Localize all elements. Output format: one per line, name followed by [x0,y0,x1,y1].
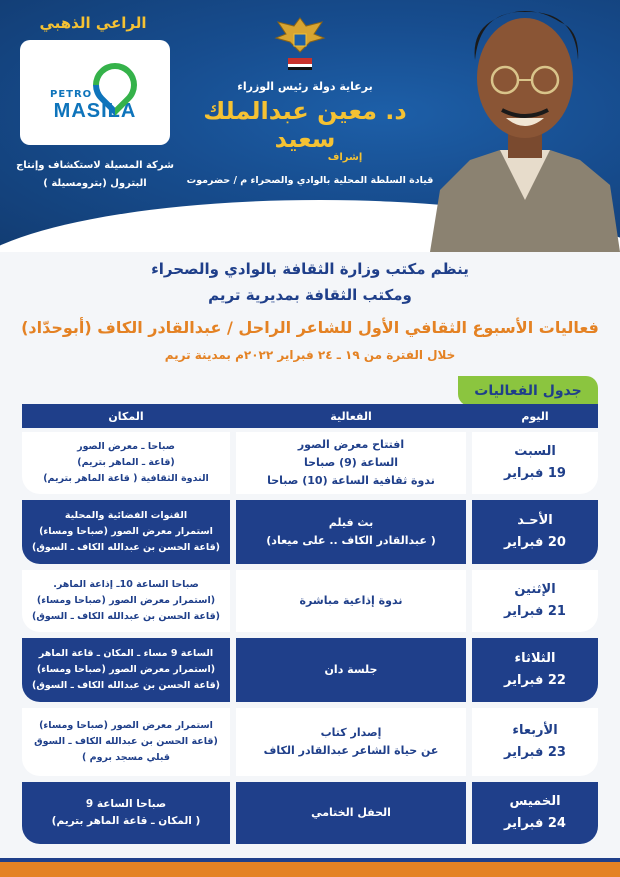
day-date: 24 فبراير [504,816,566,831]
place-cell-line: (قاعة الحسن بن عبدالله الكاف ـ السوق) [31,542,221,553]
place-cell-line: صباحا ـ معرض الصور [77,441,175,452]
activity-cell-line: جلسة دان [324,663,378,676]
day-name: الثلاثاء [514,651,556,666]
header-day: اليوم [521,409,549,423]
eagle-emblem-icon [270,12,330,72]
activity-cell-line: افتتاح معرض الصور [297,438,405,451]
activity-cell-line: الحفل الختامي [311,806,391,819]
supervision-label: إشراف [327,152,363,163]
petromasila-logo [20,40,170,145]
day-cell [472,432,598,494]
place-cell-line: (قاعة الحسن بن عبدالله الكاف ـ السوق) [31,680,221,691]
place-cell-line: ( المكان ـ قاعة الماهر بتريم) [51,815,201,827]
activity-cell [236,638,466,702]
place-cell-line: (استمرار معرض الصور (صباحا ومساء) [36,595,216,606]
supervision-text: قيادة السلطة المحلية بالوادي والصحراء م / حضرموت [186,175,434,186]
activity-cell-line: إصدار كتاب [320,726,382,739]
poet-portrait [430,0,620,252]
activity-cell-line: ندوة ثقافية الساعة (10) صباحا [267,474,435,487]
place-cell-line: (قاعة ـ الماهر بتريم) [77,457,175,468]
place-cell [22,708,230,776]
place-cell-line: صباحا الساعة 9 [85,798,167,810]
day-cell [472,782,598,844]
place-cell [22,570,230,632]
company-line-1: شركة المسيلة لاستكشاف وإنتاج [16,160,174,171]
activity-cell [236,432,466,494]
day-name: الخميس [509,794,561,809]
place-cell-line: استمرار معرض الصور (صباحا ومساء) [39,720,213,731]
activity-cell-line: الساعة (9) صباحا [303,456,399,469]
day-cell [472,500,598,564]
place-cell-line: استمرار معرض الصور (صباحا ومساء) [39,526,213,537]
logo-text-petro: PETRO [50,88,93,100]
place-cell-line: قبلي مسجد بروم ) [81,752,171,763]
activity-cell [236,708,466,776]
day-name: الأربعاء [512,723,558,738]
day-name: الأحـد [517,513,553,528]
activity-cell-line: عن حياة الشاعر عبدالقادر الكاف [263,744,439,757]
day-name: الإثنين [514,582,556,597]
activity-cell [236,782,466,844]
place-cell-line: (قاعة الحسن بن عبدالله الكاف ـ السوق [34,736,218,747]
organizer-line-2: ومكتب الثقافة بمديرية تريم [208,286,412,304]
day-cell [472,638,598,702]
day-date: 19 فبراير [504,466,566,481]
company-line-2: البترول (بترومسيلة ) [43,178,147,189]
place-cell-line: (قاعة الحسن بن عبدالله الكاف ـ السوق) [31,611,221,622]
header-place: المكان [108,409,144,423]
patronage-label: برعاية دولة رئيس الوزراء [237,80,373,93]
organizer-line-1: ينظم مكتب وزارة الثقافة بالوادي والصحراء [151,260,469,278]
event-title: فعاليات الأسبوع الثقافي الأول للشاعر الراحل / عبدالقادر الكاف (أبوحدّاد) [21,318,599,337]
activity-cell [236,500,466,564]
company-name [10,157,180,193]
footer-stripe-orange [0,862,620,877]
place-cell [22,782,230,844]
gold-sponsor-label: الراعي الذهبي [39,14,147,32]
place-cell-line: الساعة 9 مساء ـ المكان ـ قاعة الماهر [38,648,214,659]
place-cell [22,432,230,494]
place-cell-line: القنوات الفضائية والمحلية [64,510,188,521]
place-cell [22,638,230,702]
place-cell-line: الندوة الثقافية ( قاعة الماهر بتريم) [43,473,209,484]
organizer-text [120,256,500,308]
day-date: 23 فبراير [504,745,566,760]
activity-cell-line: ( عبدالقادر الكاف .. على ميعاد) [266,534,436,547]
day-cell [472,570,598,632]
day-cell [472,708,598,776]
place-cell-line: (استمرار معرض الصور (صباحا ومساء) [36,664,216,675]
activity-cell-line: بث فيلم [328,516,374,529]
place-cell [22,500,230,564]
day-date: 21 فبراير [504,604,566,619]
logo-text-masila: MASILA [53,99,137,122]
day-date: 22 فبراير [504,673,566,688]
header-activity: الفعالية [330,409,372,423]
schedule-label: جدول الفعاليات [458,376,598,406]
day-name: السبت [514,444,556,459]
patron-name: د. معين عبدالملك سعيد [203,97,407,153]
activity-cell [236,570,466,632]
place-cell-line: صباحا الساعة 10ـ إذاعة الماهر. [53,579,199,590]
activity-cell-line: ندوة إذاعية مباشرة [299,594,403,607]
event-period: خلال الفترة من ١٩ ـ ٢٤ فبراير ٢٠٢٢م بمدينة تريم [164,348,456,362]
day-date: 20 فبراير [504,535,566,550]
